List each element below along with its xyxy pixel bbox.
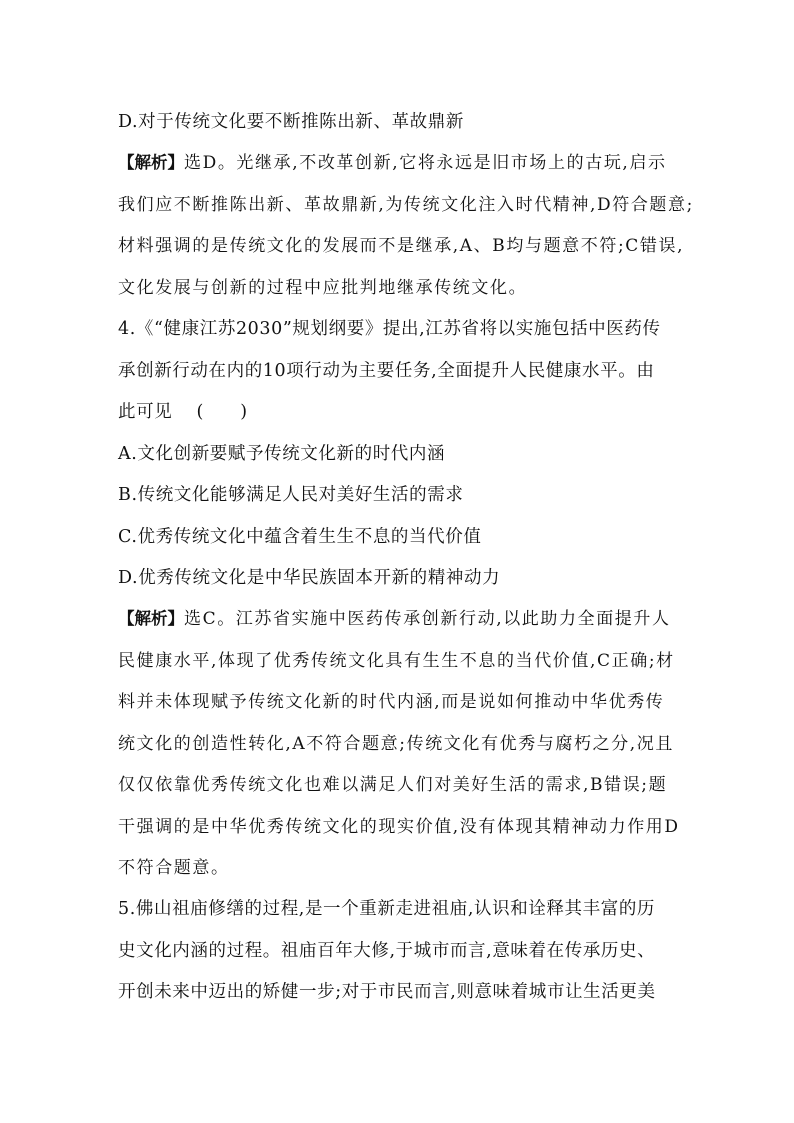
q3-analysis-tag: 【解析】 (118, 153, 184, 172)
q5-stem-line-3: 开创未来中迈出的矫健一步;对于市民而言,则意味着城市让生活更美 (118, 982, 656, 1002)
q3-analysis-line-4: 文化发展与创新的过程中应批判地继承传统文化。 (118, 278, 528, 298)
q4-analysis-line-5: 仅仅依靠优秀传统文化也难以满足人们对美好生活的需求,B错误;题 (118, 775, 668, 795)
q3-analysis-line-2: 我们应不断推陈出新、革故鼎新,为传统文化注入时代精神,D符合题意; (118, 195, 694, 215)
q4-stem-line-2: 承创新行动在内的10项行动为主要任务,全面提升人民健康水平。由 (118, 361, 655, 381)
q4-analysis-line-2: 民健康水平,体现了优秀传统文化具有生生不息的当代价值,C正确;材 (118, 651, 675, 671)
q4-option-b: B.传统文化能够满足人民对美好生活的需求 (118, 485, 464, 505)
q4-analysis-line-7: 不符合题意。 (118, 858, 230, 878)
q4-stem-line-3: 此可见 ( ) (118, 402, 248, 422)
q4-analysis-line-6: 干强调的是中华优秀传统文化的现实价值,没有体现其精神动力作用D (118, 817, 680, 837)
q4-analysis-line-4: 统文化的创造性转化,A不符合题意;传统文化有优秀与腐朽之分,况且 (118, 734, 675, 754)
q3-analysis-text-1: 选D。光继承,不改革创新,它将永远是旧市场上的古玩,启示 (184, 153, 667, 173)
q3-analysis-line-1 (118, 151, 667, 175)
q3-analysis-line-3: 材料强调的是传统文化的发展而不是继承,A、B均与题意不符;C错误, (118, 236, 685, 256)
q4-option-c: C.优秀传统文化中蕴含着生生不息的当代价值 (118, 527, 482, 547)
q5-stem-line-2: 史文化内涵的过程。祖庙百年大修,于城市而言,意味着在传承历史、 (118, 941, 656, 961)
q4-option-d: D.优秀传统文化是中华民族固本开新的精神动力 (118, 568, 501, 588)
q4-analysis-text-1: 选C。江苏省实施中医药传承创新行动,以此助力全面提升人 (184, 609, 671, 629)
q4-stem-line-1: 4.《“健康江苏2030”规划纲要》提出,江苏省将以实施包括中医药传 (118, 319, 661, 339)
q4-analysis-tag: 【解析】 (118, 609, 184, 628)
q4-analysis-line-1 (118, 607, 671, 631)
q5-stem-line-1: 5.佛山祖庙修缮的过程,是一个重新走进祖庙,认识和诠释其丰富的历 (118, 899, 656, 919)
q3-option-d: D.对于传统文化要不断推陈出新、革故鼎新 (118, 112, 464, 132)
q4-option-a: A.文化创新要赋予传统文化新的时代内涵 (118, 444, 446, 464)
q4-analysis-line-3: 料并未体现赋予传统文化新的时代内涵,而是说如何推动中华优秀传 (118, 692, 665, 712)
